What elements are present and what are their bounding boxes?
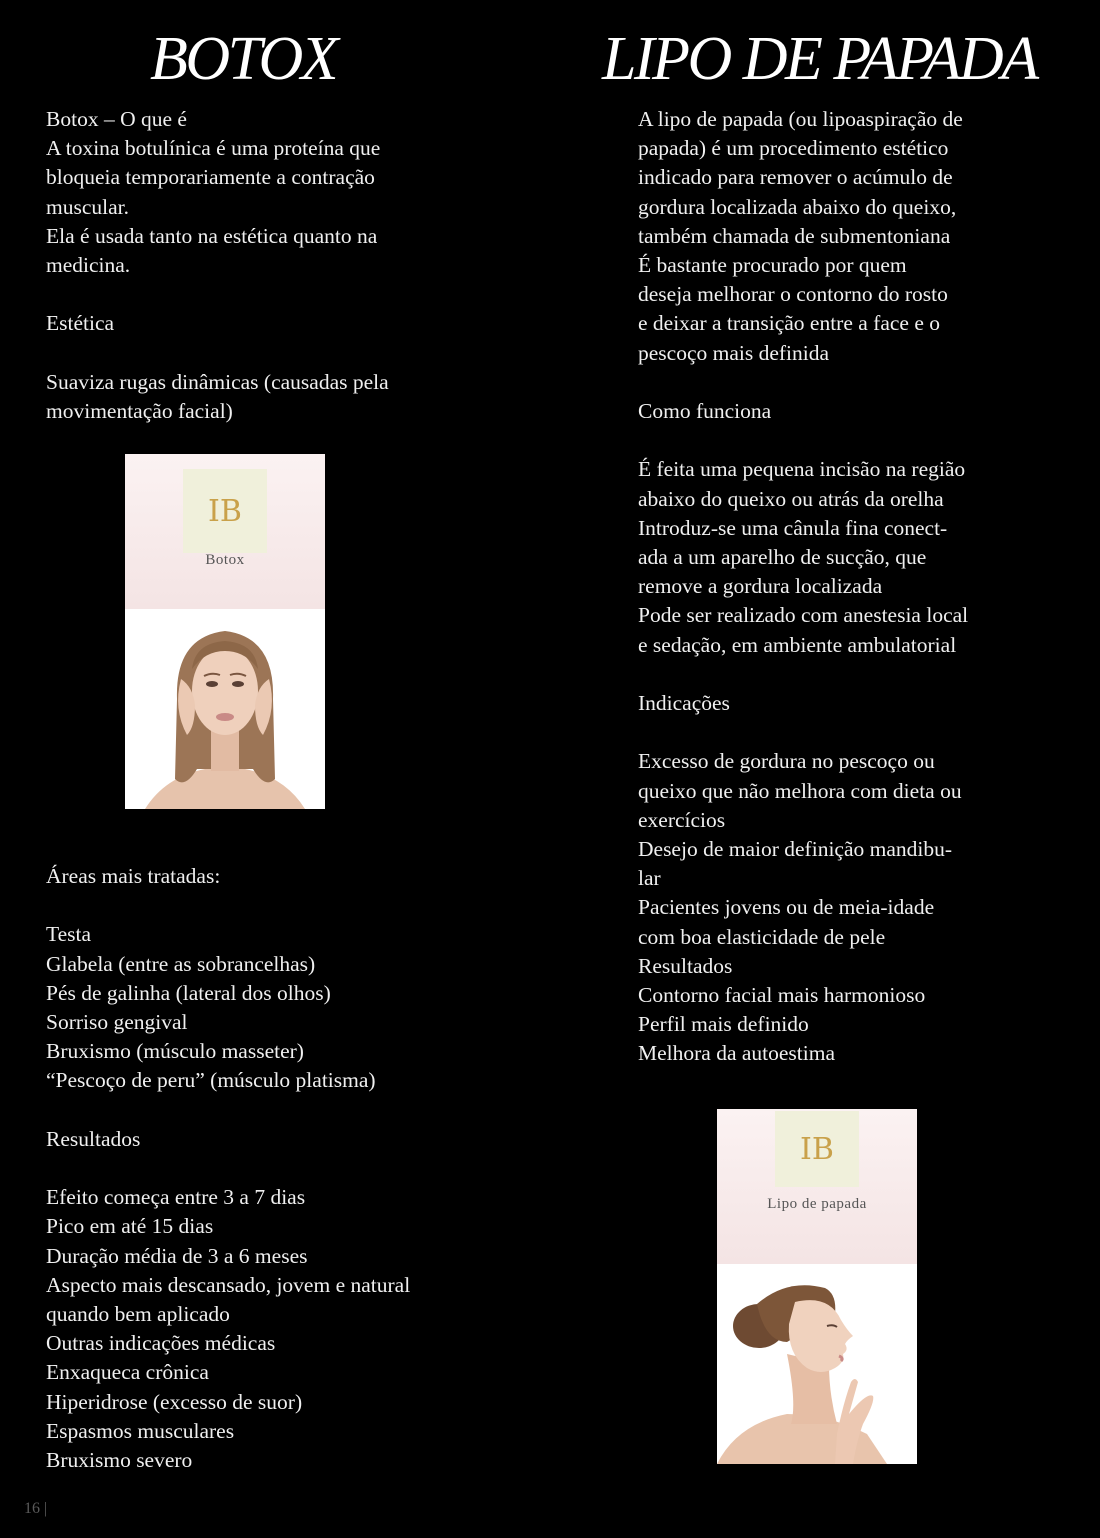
list-item: Pico em até 15 dias <box>46 1214 214 1239</box>
text-line: e deixar a transição entre a face e o <box>638 311 940 336</box>
text-line: remove a gordura localizada <box>638 574 883 599</box>
lipo-title: LIPO DE PAPADA <box>602 25 1037 93</box>
text-line: É bastante procurado por quem <box>638 253 907 278</box>
text-line: Botox – O que é <box>46 107 187 131</box>
logo-mark: IB <box>800 1131 834 1167</box>
text-line: indicado para remover o acúmulo de <box>638 165 953 190</box>
list-item: Testa <box>46 922 92 947</box>
list-item: Perfil mais definido <box>638 1012 809 1037</box>
section-heading-estetica: Estética <box>46 311 115 336</box>
list-item: Contorno facial mais harmonioso <box>638 983 926 1008</box>
lipo-card-image <box>717 1109 917 1464</box>
card-label: Botox <box>205 552 245 568</box>
list-item: Bruxismo severo <box>46 1448 193 1473</box>
list-item: Espasmos musculares <box>46 1418 235 1443</box>
text-line: Suaviza rugas dinâmicas (causadas pela <box>46 369 389 394</box>
list-item: Pacientes jovens ou de meia-idade <box>638 895 935 920</box>
list-item: “Pescoço de peru” (músculo platisma) <box>46 1068 376 1093</box>
brand-logo <box>183 469 267 553</box>
woman-profile-photo <box>717 1264 917 1464</box>
list-item: queixo que não melhora com dieta ou <box>638 778 962 803</box>
list-item: Enxaqueca crônica <box>46 1360 209 1385</box>
text-line: pescoço mais definida <box>638 340 830 365</box>
list-item: Aspecto mais descansado, jovem e natural <box>46 1272 411 1297</box>
text-line: e sedação, em ambiente ambulatorial <box>638 632 957 657</box>
page-number: 16 | <box>24 1500 48 1517</box>
text-line: movimentação facial) <box>46 399 233 423</box>
brand-logo <box>775 1111 859 1187</box>
list-item: quando bem aplicado <box>46 1302 230 1326</box>
text-line: Pode ser realizado com anestesia local <box>638 603 969 628</box>
list-item: Outras indicações médicas <box>46 1331 276 1356</box>
list-item: exercícios <box>638 807 726 832</box>
text-line: A toxina botulínica é uma proteína que <box>46 136 381 161</box>
text-line: ada a um aparelho de sucção, que <box>638 545 927 570</box>
woman-portrait-photo <box>125 609 325 809</box>
list-item: Bruxismo (músculo masseter) <box>46 1039 304 1064</box>
text-line: papada) é um procedimento estético <box>638 136 949 161</box>
text-line: É feita uma pequena incisão na região <box>638 457 966 482</box>
botox-card-image <box>125 454 325 809</box>
text-line: Ela é usada tanto na estética quanto na <box>46 223 378 248</box>
card-label: Lipo de papada <box>767 1196 867 1212</box>
text-line: medicina. <box>46 253 131 278</box>
text-line: também chamada de submentoniana <box>638 223 951 248</box>
list-item: Pés de galinha (lateral dos olhos) <box>46 980 331 1005</box>
list-item: Duração média de 3 a 6 meses <box>46 1243 308 1268</box>
text-line: deseja melhorar o contorno do rosto <box>638 282 948 307</box>
lipo-column <box>638 105 1008 1069</box>
list-item: Glabela (entre as sobrancelhas) <box>46 951 316 976</box>
list-item: Desejo de maior definição mandibu- <box>638 837 953 862</box>
section-heading-como-funciona: Como funciona <box>638 399 772 424</box>
botox-areas-column <box>46 862 466 1475</box>
section-heading-areas: Áreas mais tratadas: <box>46 864 221 888</box>
botox-intro-column <box>46 105 466 426</box>
text-line: A lipo de papada (ou lipoaspiração de <box>638 107 963 131</box>
text-line: bloqueia temporariamente a contração <box>46 165 375 190</box>
list-item: lar <box>638 866 661 891</box>
list-item: Resultados <box>638 953 733 978</box>
list-item: com boa elasticidade de pele <box>638 924 886 949</box>
text-line: gordura localizada abaixo do queixo, <box>638 194 957 219</box>
section-heading-indicacoes: Indicações <box>638 691 730 716</box>
text-line: Introduz-se uma cânula fina conect- <box>638 515 948 540</box>
list-item: Sorriso gengival <box>46 1010 188 1034</box>
list-item: Excesso de gordura no pescoço ou <box>638 749 935 774</box>
text-line: muscular. <box>46 194 129 219</box>
section-heading-resultados: Resultados <box>46 1126 141 1151</box>
logo-mark: IB <box>208 493 242 529</box>
list-item: Hiperidrose (excesso de suor) <box>46 1389 303 1414</box>
list-item: Efeito começa entre 3 a 7 dias <box>46 1185 306 1210</box>
botox-title: BOTOX <box>150 25 337 93</box>
text-line: abaixo do queixo ou atrás da orelha <box>638 486 944 511</box>
list-item: Melhora da autoestima <box>638 1041 836 1066</box>
